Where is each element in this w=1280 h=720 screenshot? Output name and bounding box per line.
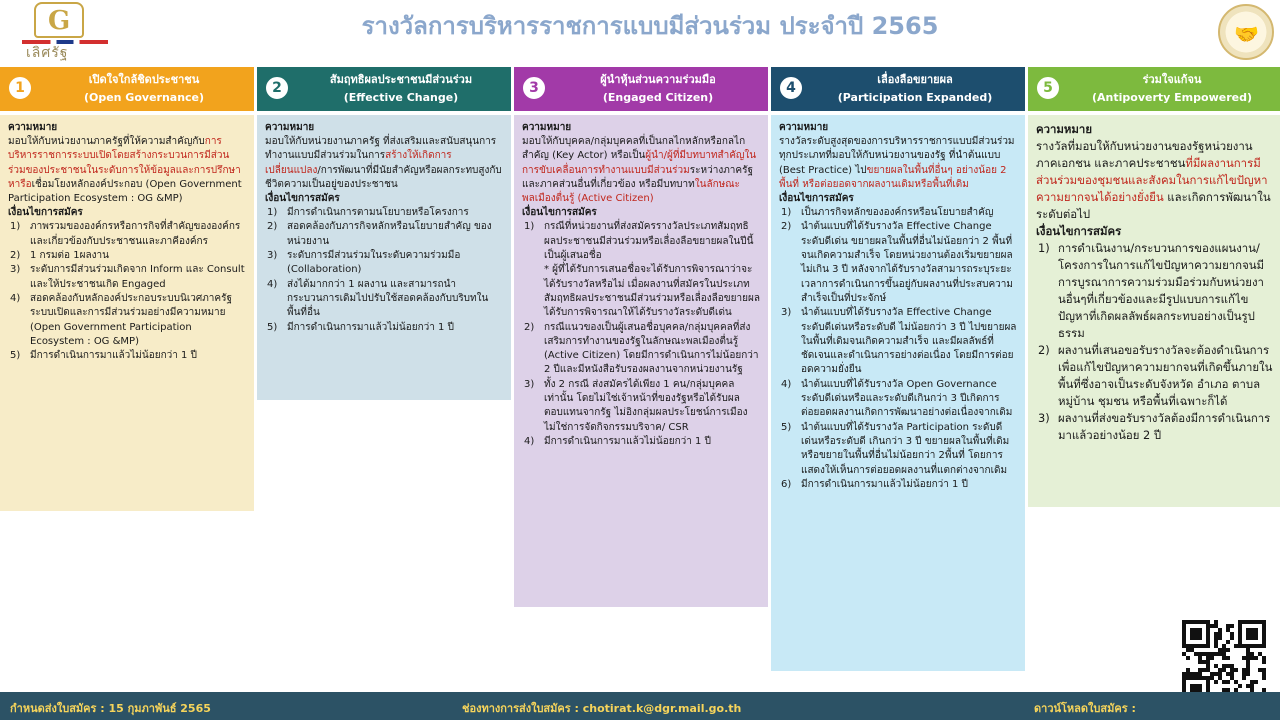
meaning-text: มอบให้กับหน่วยงานภาครัฐที่ให้ความสำคัญกับการบริหารราชการระบบเปิดโดยสร้างกระบวนการมีส่วนร่วมของประชาชนในระดับการให้ข้อมูลและการปรึกษาหารือเชื่อมโยงหลักองค์ประกอบ (Open Government Participation Ecosystem : OG &MP) [8, 136, 242, 205]
qr-module [1246, 672, 1250, 676]
column-number-badge: 5 [1035, 75, 1061, 101]
meaning-text: มอบให้กับบุคคล/กลุ่มบุคคลที่เป็นกลไกหลักหรือกลไกสำคัญ (Key Actor) หรือเป็นผู้นำ/ผู้ที่มีบทบาทสำคัญในการขับเคลื่อนการทำงานแบบมีส่วนร่วมระหว่างภาครัฐและภาคส่วนอื่นที่เกี่ยวข้อง หรือมีบทบาทในลักษณะพลเมืองตื่นรู้ (Active Citizen) [522, 136, 757, 205]
criteria-heading: เงื่อนไขการสมัคร [779, 193, 854, 205]
qr-module [1210, 656, 1214, 660]
list-item: 4) ส่งได้มากกว่า 1 ผลงาน และสามารถนำกระบวนการเดิมไปปรับใช้สอดคล้องกับบริบทในพื้นที่อื่น [267, 278, 489, 319]
list-item: 2) สอดคล้องกับภารกิจหลักหรือนโยบายสำคัญ ของหน่วยงาน [267, 221, 492, 247]
meaning-text: มอบให้กับหน่วยงานภาครัฐ ที่ส่งเสริมและสนับสนุนการทำงานแบบมีส่วนร่วมในการสร้างให้เกิดการเปลี่ยนแปลง/การพัฒนาที่มีนัยสำคัญหรือผลกระทบสูงกับชีวิตความเป็นอยู่ของประชาชน [265, 136, 502, 190]
list-item: 1) การดำเนินงาน/กระบวนการของแผนงาน/โครงการในการแก้ไขปัญหาความยากจนมีการบูรณาการความร่วมมือร่วมกับหน่วยงานอื่นๆที่เกี่ยวข้องและมีรูปแบบการแก้ไขปัญหาที่เกิดผลลัพธ์ผลกระทบอย่างเป็นรูปธรรม [1038, 241, 1265, 340]
criteria-list [1036, 240, 1274, 444]
column-participation-expanded [771, 67, 1025, 671]
criteria-heading: เงื่อนไขการสมัคร [1036, 224, 1122, 238]
qr-module [1226, 640, 1230, 644]
qr-module [1262, 660, 1266, 664]
column-body [1028, 115, 1280, 507]
criteria-heading: เงื่อนไขการสมัคร [265, 193, 340, 205]
meaning-heading: ความหมาย [1036, 122, 1093, 136]
column-body [771, 115, 1025, 671]
qr-module [1242, 676, 1246, 680]
qr-module [1230, 624, 1234, 628]
list-item: 2) นำต้นแบบที่ได้รับรางวัล Effective Change ระดับดีเด่น ขยายผลในพื้นที่อื่นไม่น้อยกว่า 2 พื้นที่จนเกิดความสำเร็จ โดยหน่วยงานต้องเริ่มขยายผลไม่เกิน 3 ปี หลังจากได้รับรางวัลสามารถระบุระยะเวลาการดำเนินการขึ้นอยู่กับผลงานที่ประสบความสำเร็จเป็นที่ประจักษ์ [781, 221, 1013, 304]
page-title: รางวัลการบริหารราชการแบบมีส่วนร่วม ประจำปี 2565 [361, 12, 939, 40]
column-header [1028, 67, 1280, 111]
list-item: 3) ผลงานที่ส่งขอรับรางวัลต้องมีการดำเนินการมาแล้วอย่างน้อย 2 ปี [1038, 411, 1271, 442]
criteria-list [265, 206, 503, 335]
column-header [0, 67, 254, 111]
column-header [514, 67, 768, 111]
qr-module [1206, 644, 1210, 648]
qr-module [1238, 684, 1242, 688]
list-item: 4) สอดคล้องกับหลักองค์ประกอบระบบนิเวศภาครัฐระบบเปิดและการมีส่วนร่วมอย่างมีความหมาย (Open Government Participation Ecosystem : OG &MP) [10, 292, 233, 347]
column-title: ร่วมใจแก้จน [1142, 73, 1202, 86]
column-subtitle: (Participation Expanded) [837, 91, 993, 104]
criteria-list [8, 220, 246, 363]
list-item: 1) กรณีที่หน่วยงานที่ส่งสมัครรางวัลประเภทสัมฤทธิผลประชาชนมีส่วนร่วมหรือเลื่องลือขยายผลในปีนี้ เป็นผู้เสนอชื่อ * ผู้ที่ได้รับการเสนอชื่อจะได้รับการพิจารณาว่าจะได้รับรางวัลหรือไม่ เมื่อผลงานที่สมัครในประเภทสัมฤทธิผลประชาชนมีส่วนร่วมหรือเลื่องลือขยายผล ได้รับการพิจารณาให้ได้รับรางวัลระดับดีเด่น [524, 221, 760, 319]
qr-module [1226, 656, 1230, 660]
qr-module [1218, 636, 1222, 640]
list-item: 6) มีการดำเนินการมาแล้วไม่น้อยกว่า 1 ปี [781, 478, 968, 490]
column-subtitle: (Antipoverty Empowered) [1092, 91, 1252, 104]
criteria-list [779, 206, 1017, 492]
qr-module [1214, 680, 1218, 684]
list-item: 4) นำต้นแบบที่ได้รับรางวัล Open Governance ระดับดีเด่นหรือและระดับดีเกินกว่า 3 ปีเกิดการต่อยอดผลงานเกิดการพัฒนาอย่างต่อเนื่องจากเดิม [781, 378, 1013, 419]
column-title: เลื่องลือขยายผล [877, 73, 953, 86]
list-item: 3) ทั้ง 2 กรณี ส่งสมัครได้เพียง 1 คน/กลุ่มบุคคล เท่านั้น โดยไม่ใช่เจ้าหน้าที่ของรัฐหรือได้รับผลตอบแทนจากรัฐ ไม่อิงกลุ่มผลประโยชน์การเมือง ไม่ใช่การจัดกิจกรรมบริจาค/ CSR [524, 378, 748, 433]
column-number-badge: 1 [7, 75, 33, 101]
list-item: 3) นำต้นแบบที่ได้รับรางวัล Effective Change ระดับดีเด่นหรือระดับดี ไม่น้อยกว่า 3 ปี ไปขยายผลในพื้นที่เดิมจนเกิดความสำเร็จ และมีผลลัพธ์ที่ชัดเจนและดำเนินการอย่างต่อเนื่อง โดยมีการต่อยอดความยั่งยืน [781, 307, 1017, 376]
list-item: 2) ผลงานที่เสนอขอรับรางวัลจะต้องดำเนินการเพื่อแก้ไขปัญหาความยากจนที่เกิดขึ้นภายในพื้นที่ซึ่งอาจเป็นระดับจังหวัด อำเภอ ตาบลหมู่บ้าน ชุมชน หรือพื้นที่เฉพาะก็ได้ [1038, 343, 1273, 408]
meaning-heading: ความหมาย [522, 122, 572, 133]
criteria-note: * ผู้ที่ได้รับการเสนอชื่อจะได้รับการพิจารณาว่าจะได้รับรางวัลหรือไม่ เมื่อผลงานที่สมัครในประเภทสัมฤทธิผลประชาชนมีส่วนร่วมหรือเลื่องลือขยายผล ได้รับการพิจารณาให้ได้รับรางวัลระดับดีเด่น [544, 264, 760, 319]
qr-module [1254, 656, 1258, 660]
column-header [771, 67, 1025, 111]
column-antipoverty-empowered [1028, 67, 1280, 507]
column-engaged-citizen [514, 67, 768, 607]
qr-module [1226, 680, 1230, 684]
qr-module [1226, 648, 1230, 652]
column-number-badge: 2 [264, 75, 290, 101]
list-item: 3) ระดับการมีส่วนร่วมในระดับความร่วมมือ (Collaboration) [267, 250, 461, 276]
criteria-heading: เงื่อนไขการสมัคร [522, 207, 597, 219]
column-header [257, 67, 511, 111]
column-title: เปิดใจใกล้ชิดประชาชน [88, 73, 200, 86]
qr-module [1234, 668, 1238, 672]
logo-text: เลิศรัฐ [26, 45, 69, 61]
criteria-heading: เงื่อนไขการสมัคร [8, 207, 83, 219]
deadline-text: กำหนดส่งใบสมัคร : 15 กุมภาพันธ์ 2565 [10, 702, 211, 715]
list-item: 1) ภาพรวมขององค์กรหรือการกิจที่สำคัญขององค์กรและเกี่ยวข้องกับประชาชนและภาคีองค์กร [10, 221, 241, 247]
list-item: 2) 1 กรมต่อ 1ผลงาน [10, 250, 109, 262]
qr-module [1254, 680, 1258, 684]
lertrat-logo [8, 2, 108, 64]
column-effective-change [257, 67, 511, 400]
meaning-text: รางวัลที่มอบให้กับหน่วยงานของรัฐหน่วยงานภาคเอกชน และภาคประชาชนที่มีผลงานการมีส่วนร่วมของชุมชนและสังคมในการแก้ไขปัญหาความยากจนได้อย่างยั่งยืน และเกิดการพัฒนาในระดับต่อไป [1036, 139, 1271, 221]
meaning-heading: ความหมาย [8, 122, 58, 133]
column-body [257, 115, 511, 400]
column-body [514, 115, 768, 607]
criteria-list [522, 220, 760, 449]
column-subtitle: (Open Governance) [83, 91, 205, 104]
submission-channel-link[interactable]: ช่องทางการส่งใบสมัคร : chotirat.k@dgr.mail.go.th [462, 702, 742, 715]
handshake-seal-icon: 🤝 [1218, 4, 1274, 60]
list-item: 3) ระดับการมีส่วนร่วมเกิดจาก Inform และ Consult และให้ประชาชนเกิด Engaged [10, 264, 245, 290]
qr-module [1262, 676, 1266, 680]
list-item: 1) เป็นภารกิจหลักขององค์กรหรือนโยบายสำคัญ [781, 207, 994, 219]
list-item: 5) มีการดำเนินการมาแล้วไม่น้อยกว่า 1 ปี [10, 350, 197, 362]
download-label: ดาวน์โหลดใบสมัคร : [1034, 702, 1136, 715]
column-title: ผู้นำหุ้นส่วนความร่วมมือ [600, 73, 716, 86]
column-title: สัมฤทธิผลประชาชนมีส่วนร่วม [329, 73, 473, 86]
footer-bar [0, 692, 1280, 720]
column-number-badge: 4 [778, 75, 804, 101]
qr-module [1198, 636, 1202, 640]
column-subtitle: (Effective Change) [343, 91, 459, 104]
list-item: 2) กรณีแนวของเป็นผู้เสนอชื่อบุคคล/กลุ่มบุคคลที่ส่งเสริมการทำงานของรัฐในลักษณะพลเมืองตื่นรู้ (Active Citizen) โดยมีการดำเนินการไม่น้อยกว่า 2 ปีและมีหนังสือรับรองผลงานจากหน่วยงานรัฐ [524, 321, 759, 376]
list-item: 4) มีการดำเนินการมาแล้วไม่น้อยกว่า 1 ปี [524, 435, 711, 447]
list-item: 5) มีการดำเนินการมาแล้วไม่น้อยกว่า 1 ปี [267, 321, 454, 333]
meaning-text: รางวัลระดับสูงสุดของการบริหารราชการแบบมีส่วนร่วมทุกประเภทที่มอบให้กับหน่วยงานของรัฐ ที่นำต้นแบบ (Best Practice) ไปขยายผลในพื้นที่อื่นๆ อย่างน้อย 2 พื้นที่ หรือต่อยอดจากผลงานเดิมหรือพื้นที่เดิม [779, 136, 1015, 190]
column-subtitle: (Engaged Citizen) [602, 91, 714, 104]
column-number-badge: 3 [521, 75, 547, 101]
list-item: 5) นำต้นแบบที่ได้รับรางวัล Participation ระดับดีเด่นหรือระดับดี เกินกว่า 3 ปี ขยายผลในพื้นที่เดิมหรือขยายในพื้นที่อื่นไม่น้อยกว่า 2พื้นที่ โดยการแสดงให้เห็นการต่อยอดผลงานที่แตกต่างจากเดิม [781, 421, 1010, 476]
qr-module [1254, 636, 1258, 640]
list-item: 1) มีการดำเนินการตามนโยบายหรือโครงการ [267, 207, 469, 219]
meaning-heading: ความหมาย [265, 122, 315, 133]
qr-module [1262, 644, 1266, 648]
qr-module [1186, 656, 1190, 660]
qr-module [1230, 636, 1234, 640]
column-body [0, 115, 254, 511]
logo-g-icon: G [34, 2, 84, 38]
meaning-heading: ความหมาย [779, 122, 829, 133]
column-open-governance [0, 67, 254, 511]
